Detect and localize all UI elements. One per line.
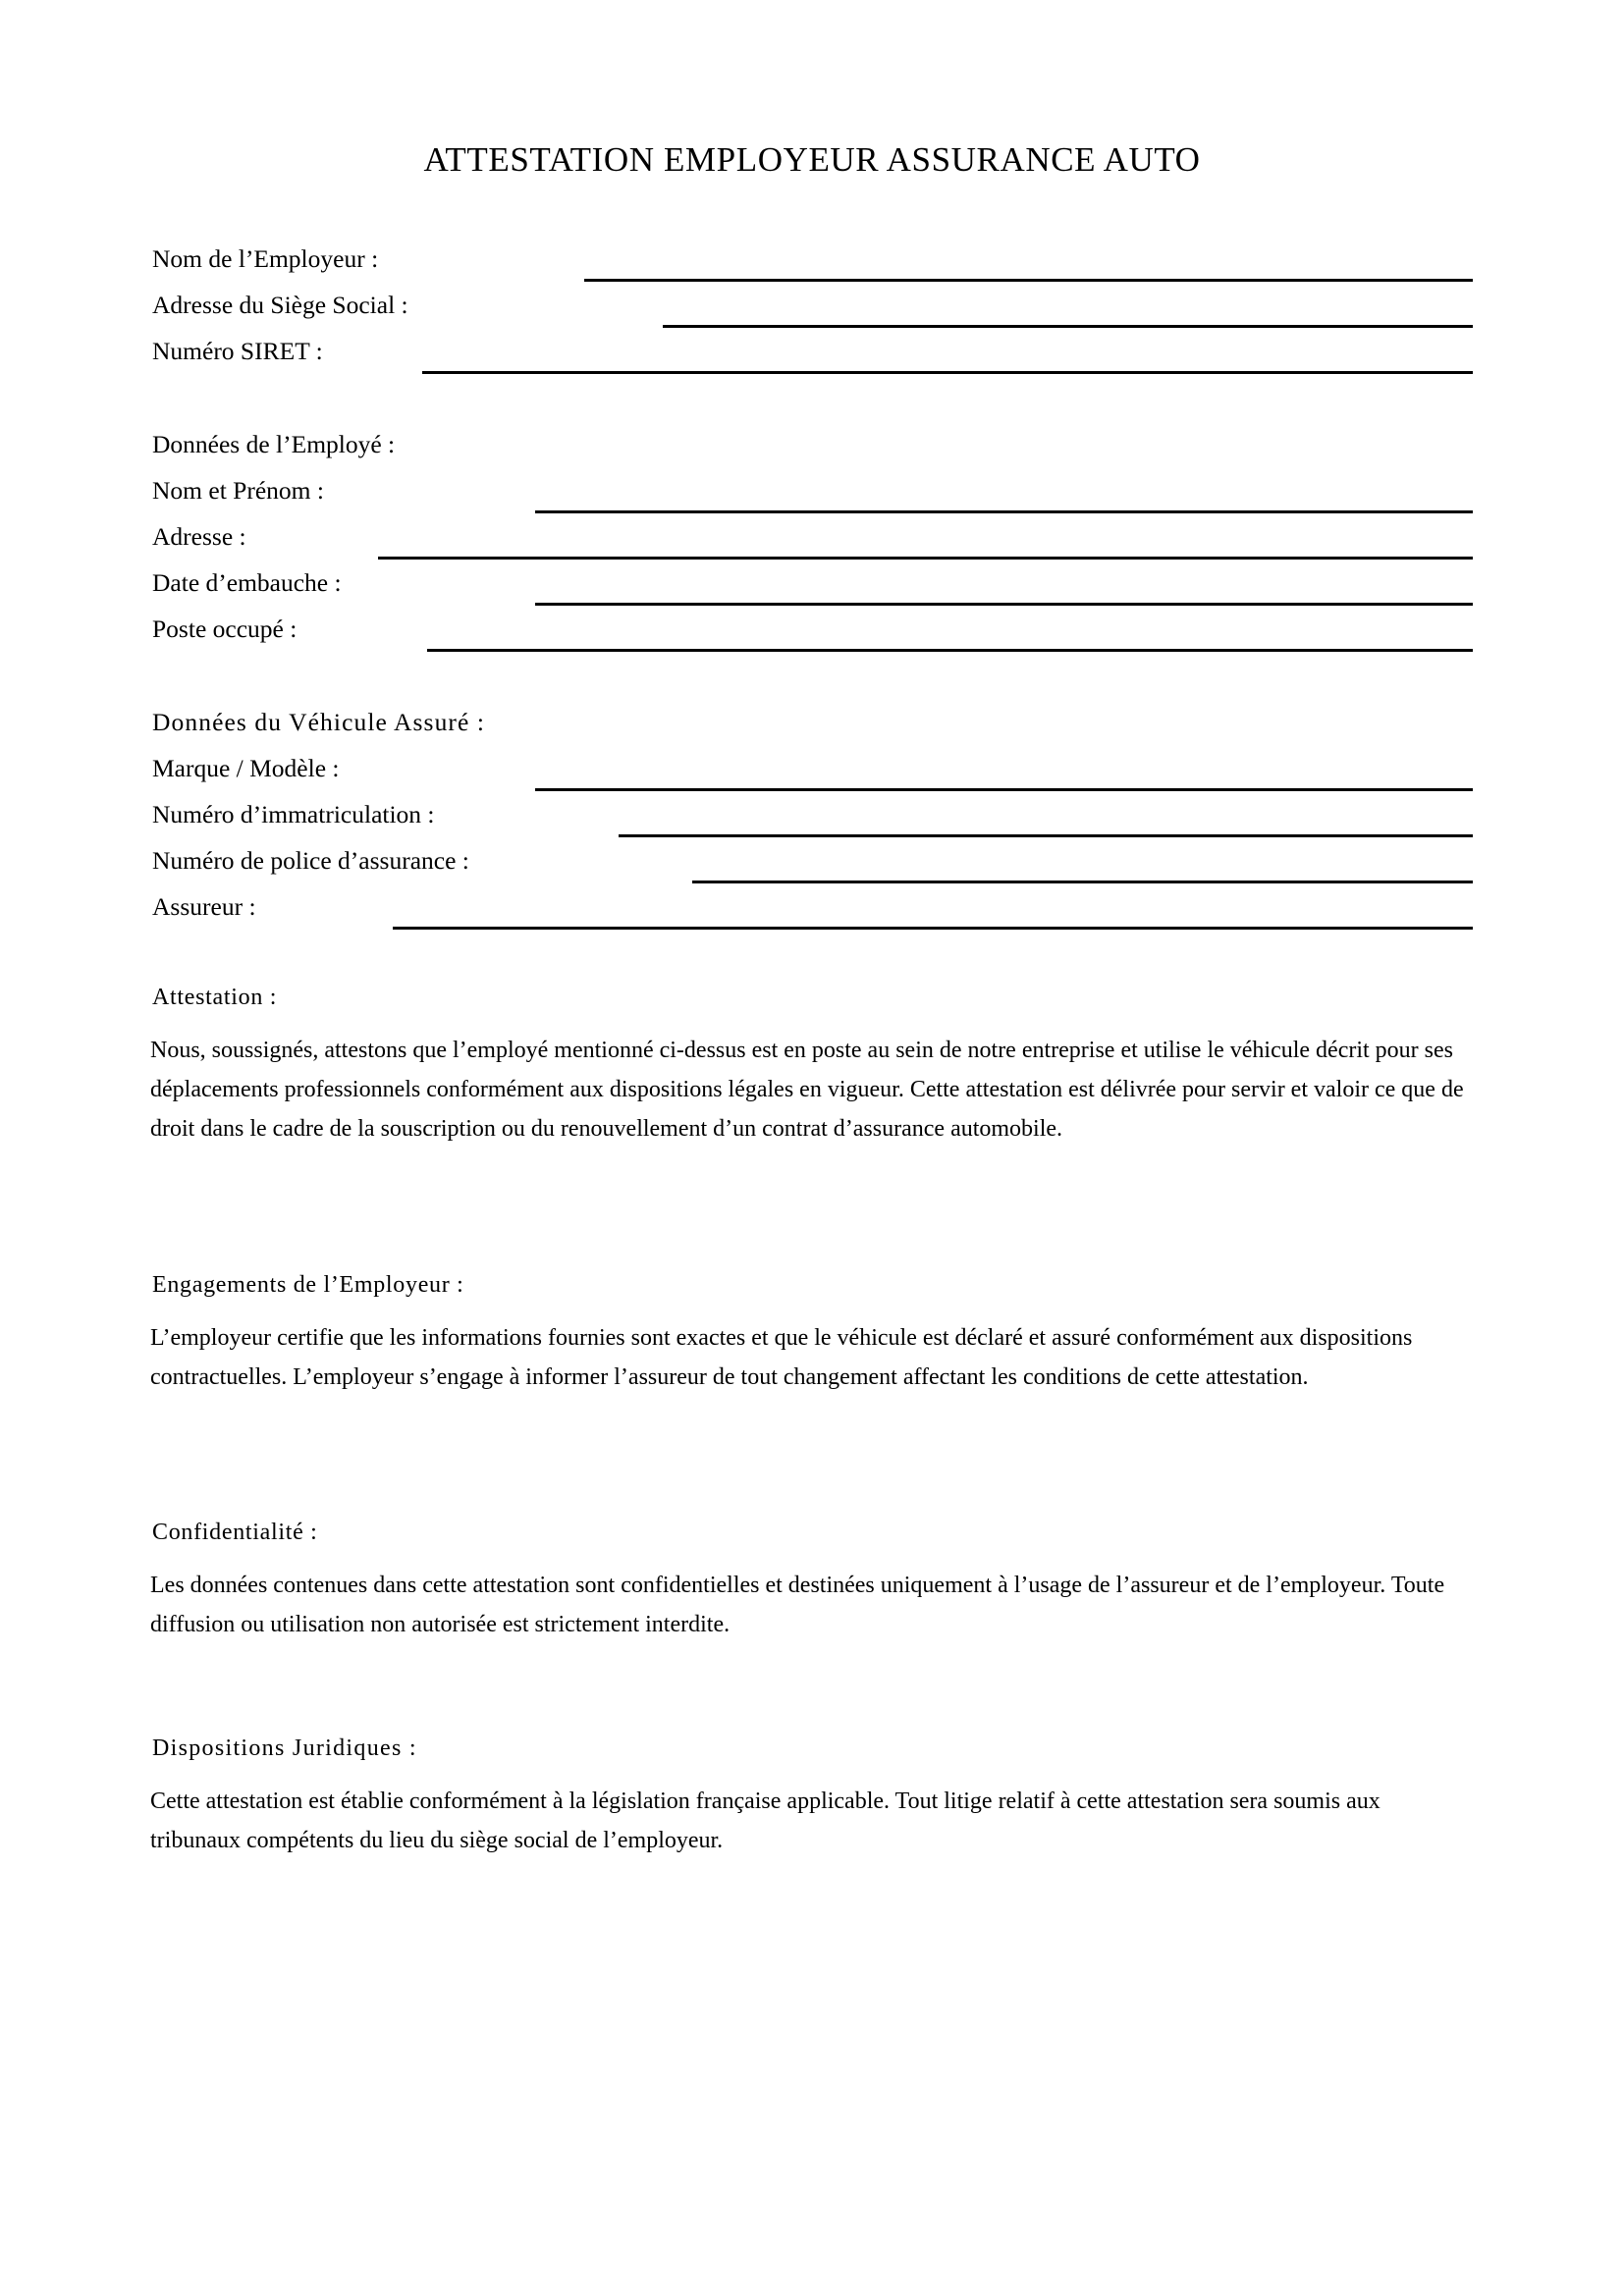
field-row-employee-hiredate [152,567,1473,614]
section-attestation-heading: Attestation : [152,985,278,1010]
label-vehicle-policy: Numéro de police d’assurance : [152,846,469,875]
label-employer-address: Adresse du Siège Social : [152,291,408,319]
label-vehicle-insurer: Assureur : [152,892,256,921]
label-employer-siret: Numéro SIRET : [152,337,323,365]
input-employer-address[interactable] [663,325,1473,328]
input-employer-name[interactable] [584,279,1473,282]
field-row-employer-siret [152,336,1473,382]
label-employee-fullname: Nom et Prénom : [152,476,324,505]
input-employee-hiredate[interactable] [535,603,1473,606]
label-employer-name: Nom de l’Employeur : [152,244,379,273]
page-title: ATTESTATION EMPLOYEUR ASSURANCE AUTO [423,140,1201,180]
input-employee-address[interactable] [378,557,1473,560]
section-confidentialite-heading: Confidentialité : [152,1520,318,1545]
label-employee-address: Adresse : [152,522,246,551]
employee-section-heading: Données de l’Employé : [152,430,396,458]
section-confidentialite [150,1517,1468,1644]
vehicle-section-heading: Données du Véhicule Assuré : [152,708,486,736]
section-engagements [150,1269,1468,1397]
section-dispositions-juridiques-body: Cette attestation est établie conformément à la législation française applicable. Tout litige relatif à cette attestation sera soumis aux tribunaux compétents du lieu du siège social de l’employeur. [150,1789,1380,1853]
section-engagements-body: L’employeur certifie que les informations fournies sont exactes et que le véhicule est déclaré et assuré conformément aux dispositions contractuelles. L’employeur s’engage à informer l’assureur de tout changement affectant les conditions de cette attestation. [150,1325,1413,1390]
employee-fieldset [152,429,1473,660]
section-confidentialite-body: Les données contenues dans cette attestation sont confidentielles et destinées uniquement à l’usage de l’assureur et de l’employeur. Toute diffusion ou utilisation non autorisée est strictement interdite. [150,1573,1445,1637]
field-row-employee-address [152,521,1473,567]
field-row-vehicle-makemodel [152,753,1473,799]
vehicle-fieldset [152,707,1473,937]
label-vehicle-makemodel: Marque / Modèle : [152,754,340,782]
employer-fieldset [152,243,1473,382]
input-vehicle-plate[interactable] [619,834,1473,837]
label-employee-position: Poste occupé : [152,614,298,643]
field-row-employer-address [152,290,1473,336]
field-row-employee-fullname [152,475,1473,521]
input-employer-siret[interactable] [422,371,1473,374]
section-engagements-heading: Engagements de l’Employeur : [152,1272,464,1298]
section-attestation [150,982,1468,1148]
field-row-employer-name [152,243,1473,290]
label-vehicle-plate: Numéro d’immatriculation : [152,800,435,828]
input-vehicle-makemodel[interactable] [535,788,1473,791]
input-employee-position[interactable] [427,649,1473,652]
section-dispositions-juridiques-heading: Dispositions Juridiques : [152,1735,417,1761]
field-row-vehicle-plate [152,799,1473,845]
input-vehicle-insurer[interactable] [393,927,1473,930]
input-vehicle-policy[interactable] [692,881,1473,883]
section-dispositions-juridiques [150,1733,1468,1860]
field-row-employee-position [152,614,1473,660]
label-employee-hiredate: Date d’embauche : [152,568,342,597]
field-row-vehicle-policy [152,845,1473,891]
section-attestation-body: Nous, soussignés, attestons que l’employé mentionné ci-dessus est en poste au sein de notre entreprise et utilise le véhicule décrit pour ses déplacements professionnels conformément aux dispositions légales en vigueur. Cette attestation est délivrée pour servir et valoir ce que de droit dans le cadre de la souscription ou du renouvellement d’un contrat d’assurance automobile. [150,1038,1464,1142]
field-row-vehicle-insurer [152,891,1473,937]
input-employee-fullname[interactable] [535,510,1473,513]
